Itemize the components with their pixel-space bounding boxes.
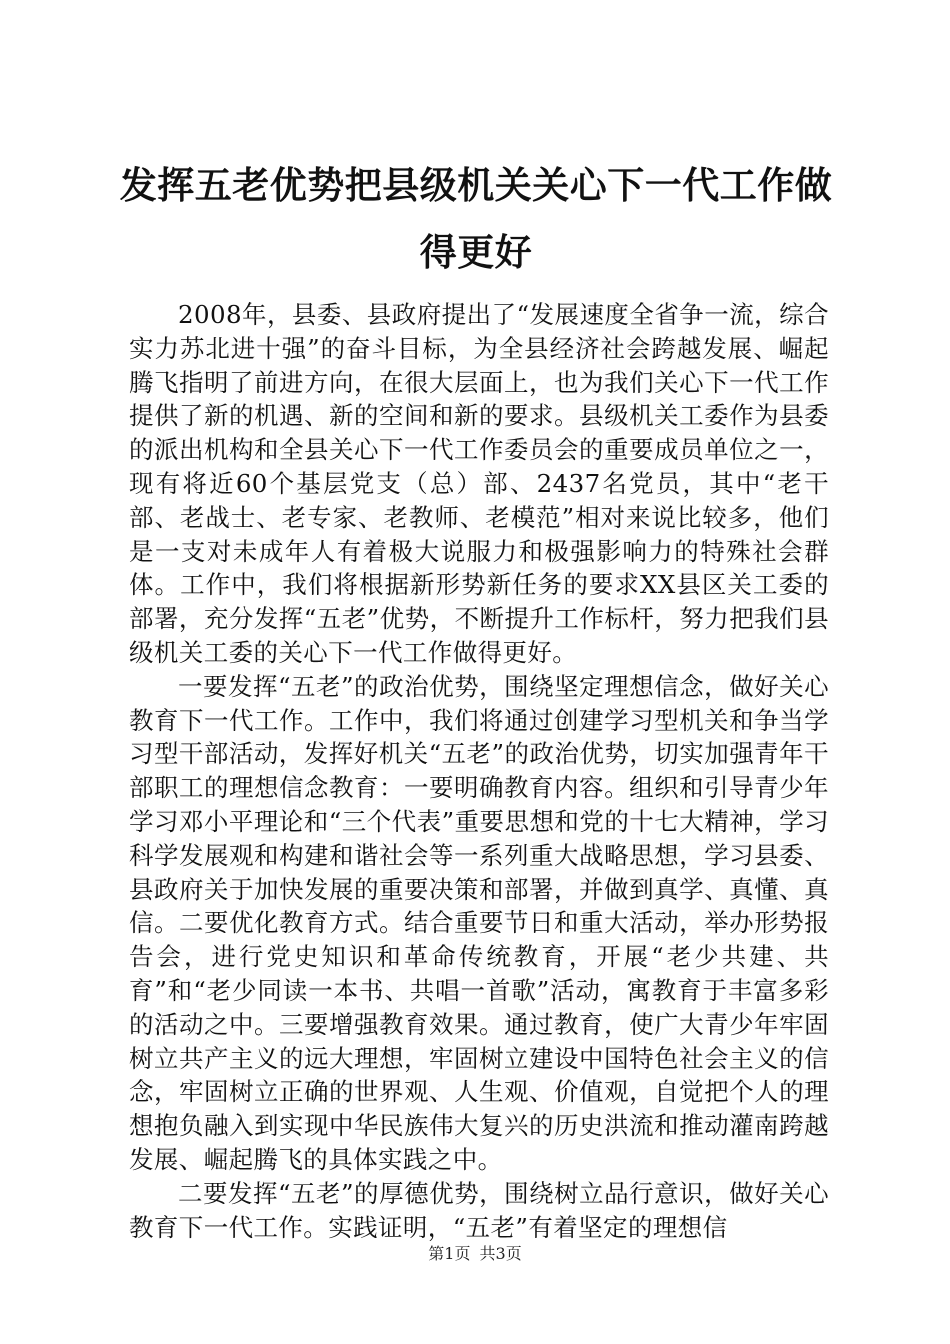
total-pages: 共3页	[479, 1244, 522, 1263]
paragraph-political-advantage: 一要发挥“五老”的政治优势，围绕坚定理想信念，做好关心教育下一代工作。工作中，我们将通过创建学习型机关和争当学习型干部活动，发挥好机关“五老”的政治优势，切实加强青年干部职工的理想信念教育：一要明确教育内容。组织和引导青少年学习邓小平理论和“三个代表”重要思想和党的十七大精神，学习科学发展观和构建和谐社会等一系列重大战略思想，学习县委、县政府关于加快发展的重要决策和部署，并做到真学、真懂、真信。二要优化教育方式。结合重要节日和重大活动，举办形势报告会，进行党史知识和革命传统教育，开展“老少共建、共育”和“老少同读一本书、共唱一首歌”活动，寓教育于丰富多彩的活动之中。三要增强教育效果。通过教育，使广大青少年牢固树立共产主义的远大理想，牢固树立建设中国特色社会主义的信念，牢固树立正确的世界观、人生观、价值观，自觉把个人的理想抱负融入到实现中华民族伟大复兴的历史洪流和推动灌南跨越发展、崛起腾飞的具体实践之中。	[129, 671, 829, 1174]
document-body	[129, 298, 829, 1244]
page-footer	[0, 1244, 950, 1264]
page-number: 第1页	[428, 1244, 471, 1263]
paragraph-intro: 2008年，县委、县政府提出了“发展速度全省争一流，综合实力苏北进十强”的奋斗目标，为全县经济社会跨越发展、崛起腾飞指明了前进方向，在很大层面上，也为我们关心下一代工作提供了新的机遇、新的空间和新的要求。县级机关工委作为县委的派出机构和全县关心下一代工作委员会的重要成员单位之一，现有将近60个基层党支（总）部、2437名党员，其中“老干部、老战士、老专家、老教师、老模范”相对来说比较多，他们是一支对未成年人有着极大说服力和极强影响力的特殊社会群体。工作中，我们将根据新形势新任务的要求XX县区关工委的部署，充分发挥“五老”优势，不断提升工作标杆，努力把我们县级机关工委的关心下一代工作做得更好。	[129, 300, 829, 667]
paragraph-moral-advantage: 二要发挥“五老”的厚德优势，围绕树立品行意识，做好关心教育下一代工作。实践证明，“五老”有着坚定的理想信	[129, 1178, 829, 1242]
document-title: 发挥五老优势把县级机关关心下一代工作做得更好	[119, 163, 833, 274]
